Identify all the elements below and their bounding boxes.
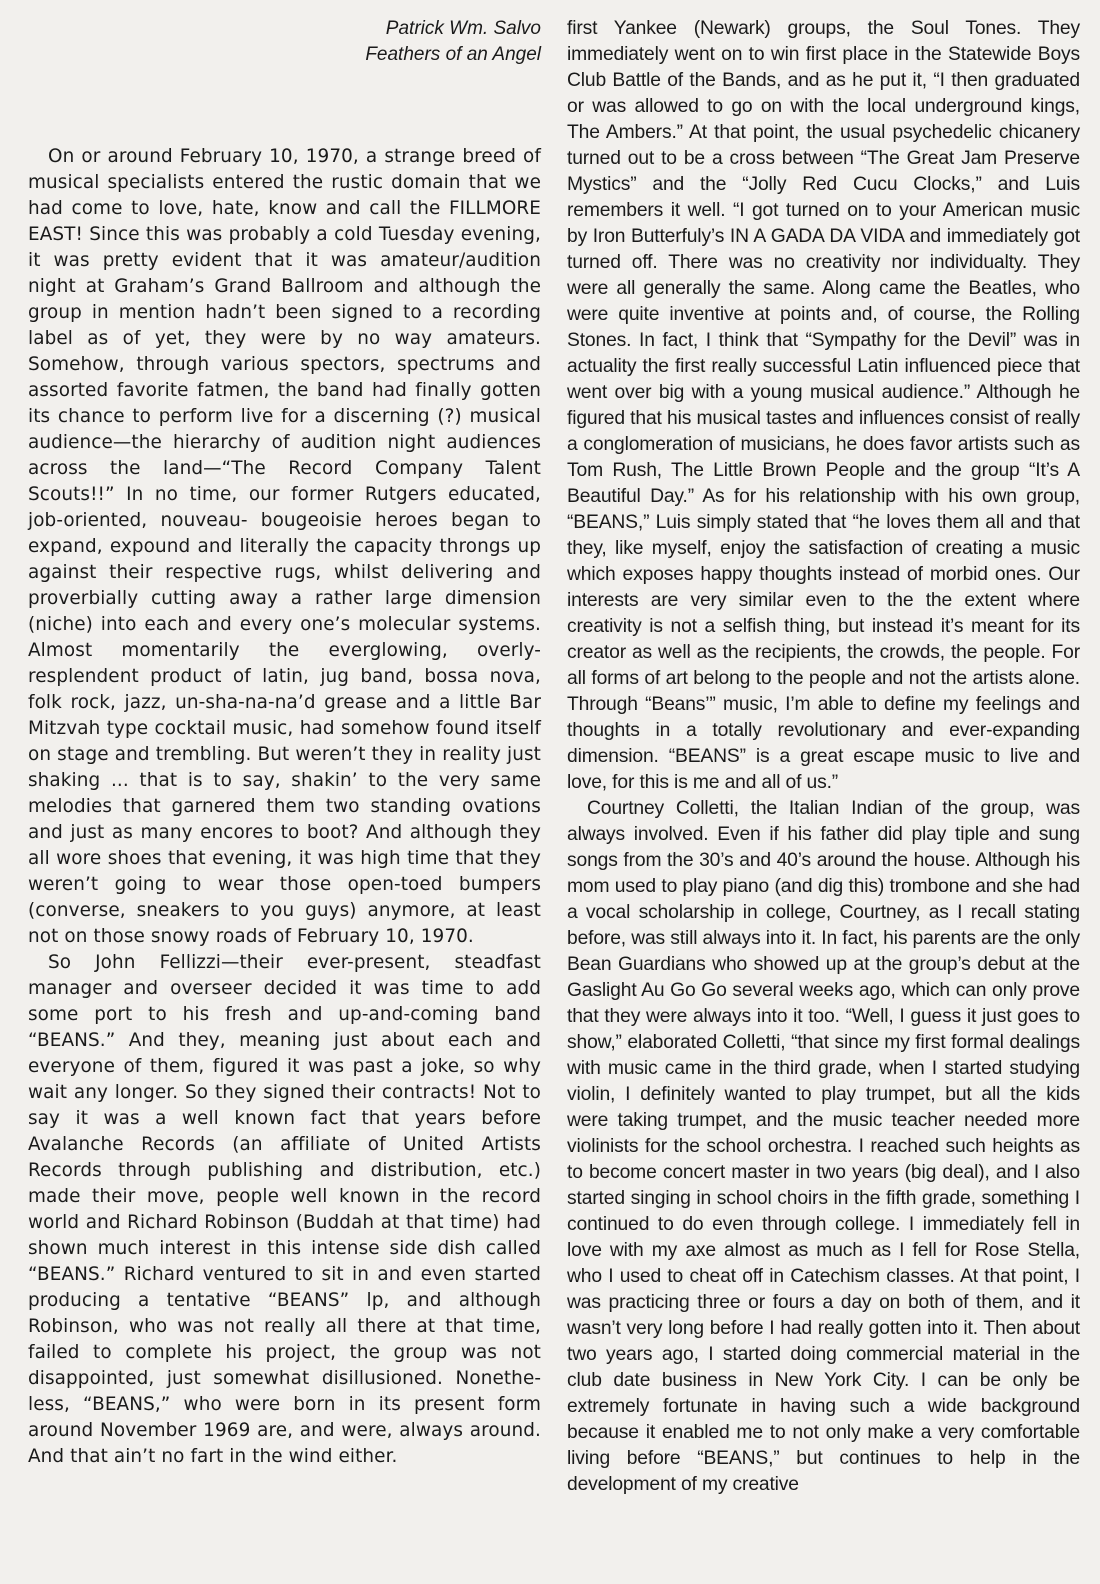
paragraph-courtney-colletti: Courtney Colletti, the Italian Indian of the group, was always involved. Even if his father did play tiple and sung songs from the 30’s and 40’s around the house. Although his mom used to play piano (and dig this) trombone and she had a vocal scholarship in college, Courtney, as I recall stating before, was still always into it. In fact, his parents are the only Bean Guardians who showed up at the group’s debut at the Gaslight Au Go Go several weeks ago, which can only prove that they were always into it too. “Well, I guess it just goes to show,” elaborated Colletti, “that since my first formal dealings with music came in the third grade, when I started studying violin, I definitely wanted to play trumpet, but all the kids were taking trumpet, and the music teacher needed more violinists for the school orchestra. I reached such heights as to become concert master in two years (big deal), and I also started singing in school choirs in the fifth grade, something I continued to do even through college. I immediately fell in love with my axe almost as much as I fell for Rose Stella, who I used to cheat off in Catechism classes. At that point, I was practicing three or fours a day on both of them, and it wasn’t very long before I had really gotten into it. Then about two years ago, I started doing commercial material in the club date business in New York City. I can be only be extremely fortunate in having such a wide background because it enabled me to not only make a very comfortable living before “BEANS,” but continues to help in the development of my creative	[567, 798, 1080, 1495]
paragraph-fillmore-east: On or around February 10, 1970, a strange breed of musical specialists entered the rustic domain that we had come to love, hate, know and call the FILLMORE EAST! Since this was probably a cold Tuesday evening, it was pretty evident that it was amateur/audition night at Graham’s Grand Ballroom and although the group in mention hadn’t been signed to a recording label as of yet, they were by no way amateurs. Somehow, through various spectors, spectrums and assorted favorite fatmen, the band had finally gotten its chance to perform live for a discerning (?) musical audience—the hierarchy of audition night audiences across the land—“The Record Company Talent Scouts!!” In no time, our former Rutgers educated, job-oriented, nouveau- bougeoisie heroes began to expand, expound and literally the capacity throngs up against their respective rugs, whilst delivering and proverbially cutting away a rather large dimension (niche) into each and every one’s molecular systems. Almost momentarily the everglowing, overly-resplendent product of latin, jug band, bossa nova, folk rock, jazz, un-sha-na-na’d grease and a little Bar Mitzvah type cocktail music, had somehow found itself on stage and trembling. But weren’t they in reality just shaking ... that is to say, shakin’ to the very same melodies that garnered them two standing ovations and just as many encores to boot? And although they all wore shoes that evening, it was high time that they weren’t going to wear those open-toed bumpers (converse, sneakers to you guys) anymore, at least not on those snowy roads of February 10, 1970.	[28, 146, 541, 947]
left-column	[28, 144, 541, 1470]
right-column	[567, 16, 1080, 1498]
paragraph-john-fellizzi: So John Fellizzi—their ever-present, steadfast manager and overseer decided it was time to add some port to his fresh and up-and-coming band “BEANS.” And they, meaning just about each and everyone of them, figured it was past a joke, so why wait any longer. So they signed their contracts! Not to say it was a well known fact that years before Avalanche Records (an affiliate of United Artists Records through publishing and distribution, etc.) made their move, people well known in the record world and Richard Robinson (Buddah at that time) had shown much interest in this intense side dish called “BEANS.” Richard ventured to sit in and even started producing a tentative “BEANS” lp, and although Robinson, who was not really all there at that time, failed to complete his project, the group was not disappointed, just somewhat disillusioned. Nonetheless, “BEANS,” who were born in its present form around November 1969 are, and were, always around. And that ain’t no fart in the wind either.	[28, 952, 541, 1467]
author-name: Patrick Wm. Salvo	[385, 18, 541, 39]
byline	[28, 16, 541, 68]
article-title: Feathers of an Angel	[365, 44, 541, 65]
paragraph-luis-continued: first Yankee (Newark) groups, the Soul Tones. They immediately went on to win first place in the Statewide Boys Club Battle of the Bands, and as he put it, “I then graduated or was allowed to go on with the local underground kings, The Ambers.” At that point, the usual psychedelic chicanery turned out to be a cross between “The Great Jam Preserve Mystics” and the “Jolly Red Cucu Clocks,” and Luis remembers it well. “I got turned on to your American music by Iron Butterfuly’s IN A GADA DA VIDA and immediately got turned off. There was no creativity nor individualty. They were all generally the same. Along came the Beatles, who were quite inventive at points and, of course, the Rolling Stones. In fact, I think that “Sympathy for the Devil” was in actuality the first really successful Latin influenced piece that went over big with a young musical audience.” Although he figured that his musical tastes and influences consist of really a conglomeration of musicians, he does favor artists such as Tom Rush, The Little Brown People and the group “It’s A Beautiful Day.” As for his relationship with his own group, “BEANS,” Luis simply stated that “he loves them all and that they, like myself, enjoy the satisfaction of creating a music which exposes happy thoughts instead of morbid ones. Our interests are very similar even to the the extent where creativity is not a selfish thing, but instead it’s meant for its creator as well as the recipients, the crowds, the people. For all forms of art belong to the people and not the artists alone. Through “Beans’” music, I’m able to define my feelings and thoughts in a totally revolutionary and ever-expanding dimension. “BEANS” is a great escape music to live and love, for this is me and all of us.”	[567, 18, 1080, 793]
